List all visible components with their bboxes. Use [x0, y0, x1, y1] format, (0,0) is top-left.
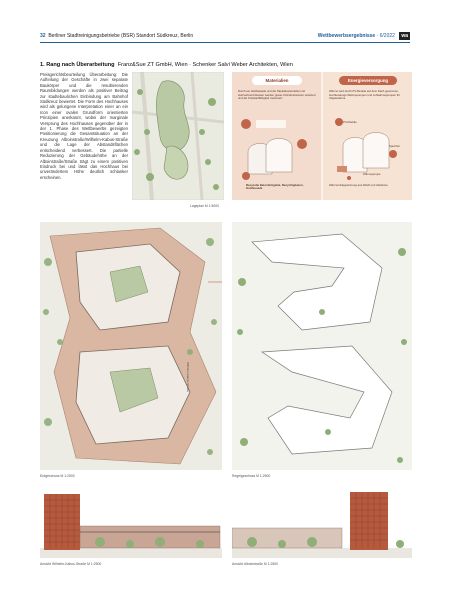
caption-regelgeschoss: Regelgeschoss M 1:2500: [232, 474, 271, 478]
caption-ansicht-right: Ansicht Alboinstraße M 1:2500: [232, 562, 278, 566]
label-storage: Speicher: [389, 144, 401, 148]
page-number: 32: [40, 33, 46, 39]
typical-floor-drawing: [232, 222, 412, 470]
site-plan-drawing: [132, 72, 224, 200]
materials-panel: [232, 72, 321, 200]
elevation-right: [232, 486, 412, 558]
elevation-left-drawing: [40, 486, 222, 558]
materials-footer: Recycelte Betonfertigteile, Recyclingbeton, Holzfassade: [246, 183, 304, 191]
street-label: Wilhelm-Kabus-Straße: [186, 362, 190, 393]
section-label: Wettbewerbsergebnisse: [317, 33, 376, 39]
publication-title: Berliner Stadtreinigungsbetriebe (BSR) Standort Südkreuz, Berlin: [48, 33, 194, 39]
site-plan: [132, 72, 224, 200]
issue-number: 6/2022: [379, 33, 395, 39]
elevation-right-drawing: [232, 486, 412, 558]
typical-floor-plan: [232, 222, 412, 470]
jury-text: Preisgerichtsbeurteilung Überarbeitung: Die Aufteilung der Geschäfte in zwei separate Baukörper und die resultierenden Raumbildungen werden als positiver Beitrag zur stadtebaulichen Einbindung am Bahnhof Südkreuz bewertet. Die Form des Hochhauses wird als gelungene Interpretation einer an ein Icon einer ovalen Grundform orientierten Prinzipien anerkannt, wobei der marginale Versprung des Hochhauses gegenüber der in der 1. Phase des Wettbewerbs gezeigten Positionierung die Gesamtsituation an der Kreuzung Alboinstraße/Wilhelm-Kabus-Straße und die Lage der Abstandsflächen entscheidend verbessert. Die partielle Reduzierung der Gebäudehöhe an der Alboinstraße/Straße trägt zu einem positiven Eindruck bei und lässt das Hochhaus bei unverändertem Höhe deutlich schlanker erscheinen.: [40, 72, 128, 180]
entry-title: [40, 62, 410, 68]
materials-title-text: Materialien: [265, 78, 289, 83]
sustainability-diagram: [232, 72, 412, 200]
materials-title: [252, 76, 302, 85]
caption-ansicht-left: Ansicht Wilhelm-Kabus-Straße M 1:2500: [40, 562, 102, 566]
energy-panel: [323, 72, 412, 200]
authors-label: Franz&Sue ZT GmbH, Wien · Schenker Salvi Weber Architekten, Wien: [117, 62, 293, 68]
energy-footer: Wärmerückgewinnung aus Abluft und Abwärme: [329, 183, 388, 187]
energy-title: [339, 76, 397, 85]
materials-illustration: [238, 112, 316, 182]
caption-erdgeschoss: Erdgeschoss M 1:2500: [40, 474, 75, 478]
energy-title-text: Energieversorgung: [347, 78, 389, 83]
materials-text: Durch ein Holzfassade und die Skelettkonstruktion mit Holzverbund-Decken werden graue CO2-Emissionen reduziert und die Kreislauffähigkeit maximiert.: [238, 89, 316, 101]
ground-floor-plan: [40, 222, 222, 470]
energy-text: Wärme wird durch PV-Module auf dem Dach gewonnen, Hochleistungs-Wärmepumpen und Luftwärmepumpen für Abgaswärme.: [329, 89, 401, 101]
ground-floor-drawing: [40, 222, 222, 470]
energy-illustration: [329, 116, 407, 180]
publisher-logo: wa: [401, 33, 408, 39]
label-heat: Wärmepumpe: [363, 172, 381, 176]
label-pv: PV-Module: [343, 120, 357, 124]
rank-label: 1. Rang nach Überarbeitung: [40, 62, 115, 68]
page-header: 32 Berliner Stadtreinigungsbetriebe (BSR) Standort Südkreuz, Berlin Wettbewerbsergebnisse · 6/2022 wa: [40, 30, 410, 43]
caption-lageplan: Lageplan M 1:5000: [190, 204, 220, 208]
elevation-left: [40, 486, 222, 558]
